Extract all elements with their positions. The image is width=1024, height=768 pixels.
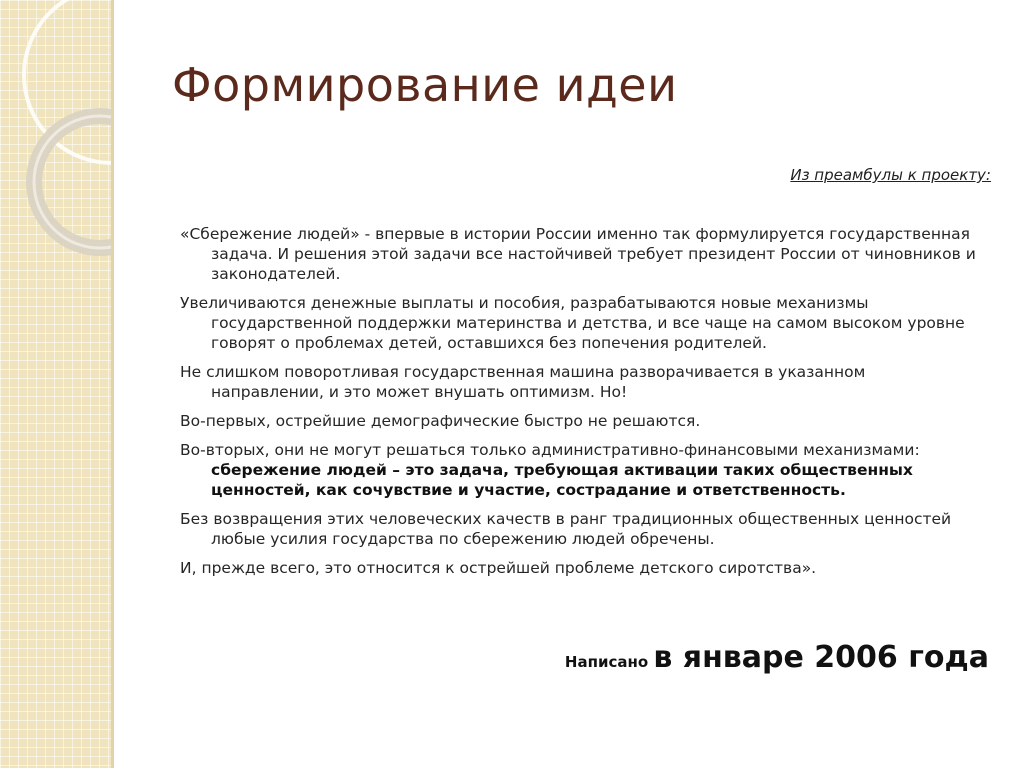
paragraph-5 bbox=[180, 440, 980, 500]
decorative-side-panel bbox=[0, 0, 113, 768]
decorative-ring-thick bbox=[34, 116, 113, 248]
decorative-ring-large bbox=[24, 0, 113, 163]
side-divider bbox=[111, 0, 114, 768]
signature-date: в январе 2006 года bbox=[653, 640, 989, 675]
slide-body bbox=[180, 224, 980, 587]
slide-subtitle: Из преамбулы к проекту: bbox=[790, 166, 991, 184]
paragraph-5-text: Во-вторых, они не могут решаться только административно-финансовыми механизмами: bbox=[180, 441, 920, 459]
paragraph-4: Во-первых, острейшие демографические быстро не решаются. bbox=[180, 412, 701, 430]
signature bbox=[565, 640, 989, 675]
decorative-circles bbox=[0, 0, 113, 768]
paragraph-6: Без возвращения этих человеческих качеств в ранг традиционных общественных ценностей любые усилия государства по сбережению людей обречены. bbox=[180, 510, 952, 548]
paragraph-7: И, прежде всего, это относится к острейшей проблеме детского сиротства». bbox=[180, 559, 817, 577]
paragraph-5-bold: сбережение людей – это задача, требующая активации таких общественных ценностей, как сочувствие и участие, сострадание и ответственность. bbox=[211, 461, 913, 499]
slide-title: Формирование идеи bbox=[172, 58, 678, 112]
paragraph-3: Не слишком поворотливая государственная машина разворачивается в указанном направлении, и это может внушать оптимизм. Но! bbox=[180, 363, 866, 401]
paragraph-2: Увеличиваются денежные выплаты и пособия, разрабатываются новые механизмы государственной поддержки материнства и детства, и все чаще на самом высоком уровне говорят о проблемах детей, оставшихся без попечения родителей. bbox=[180, 294, 965, 352]
signature-prefix: Написано bbox=[564, 653, 654, 671]
paragraph-1: «Сбережение людей» - впервые в истории России именно так формулируется государственная задача. И решения этой задачи все настойчивей требует президент России от чиновников и законодателей. bbox=[180, 225, 976, 283]
